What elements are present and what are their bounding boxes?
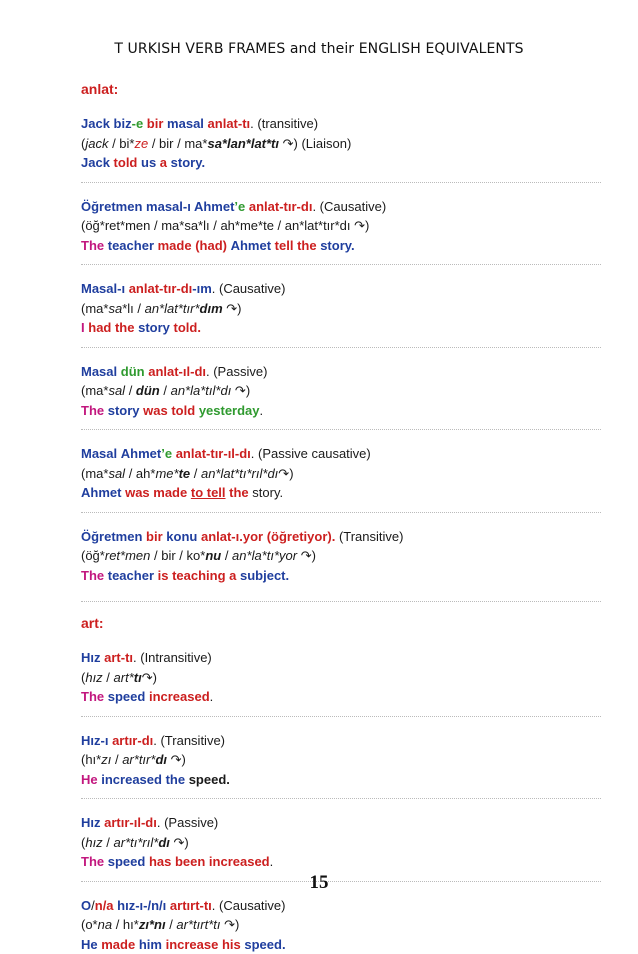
text-segment: konu bbox=[166, 529, 197, 544]
text-segment: Hız bbox=[81, 650, 101, 665]
text-segment: . (Passive causative) bbox=[251, 446, 371, 461]
text-segment: (ma* bbox=[81, 383, 108, 398]
text-segment: speed bbox=[108, 854, 146, 869]
text-segment: ar*tı*rıl* bbox=[114, 835, 159, 850]
text-segment: The bbox=[81, 238, 104, 253]
text-segment: anlat-tır-ıl-dı bbox=[176, 446, 251, 461]
verb-frame-example bbox=[81, 429, 601, 503]
pronunciation-line bbox=[81, 750, 601, 770]
text-segment: artır-ıl-dı bbox=[104, 815, 157, 830]
text-segment: an*lat*tır* bbox=[145, 301, 200, 316]
text-segment: nu bbox=[205, 548, 221, 563]
text-segment: ( bbox=[81, 136, 85, 151]
english-translation bbox=[81, 935, 601, 954]
text-segment: Ahmet bbox=[121, 446, 161, 461]
text-segment: (ma* bbox=[81, 301, 108, 316]
text-segment: Ahmet bbox=[231, 238, 271, 253]
text-segment: / bir / ma* bbox=[148, 136, 207, 151]
text-segment: ’e bbox=[234, 199, 245, 214]
text-segment: teacher bbox=[108, 568, 154, 583]
english-translation bbox=[81, 852, 601, 872]
text-segment: told. bbox=[174, 320, 201, 335]
verb-frame-example bbox=[81, 104, 601, 173]
text-segment: subject. bbox=[240, 568, 289, 583]
text-segment: us bbox=[141, 155, 156, 170]
text-segment: ret*men bbox=[105, 548, 151, 563]
turkish-sentence bbox=[81, 648, 601, 668]
text-segment: / bbox=[91, 898, 95, 913]
text-segment: -e bbox=[132, 116, 144, 131]
pronunciation-line bbox=[81, 134, 601, 154]
text-segment: was made bbox=[125, 485, 187, 500]
verb-frame-example bbox=[81, 798, 601, 872]
pronunciation-line bbox=[81, 668, 601, 688]
text-segment: ↷) (Liaison) bbox=[279, 136, 351, 151]
english-translation bbox=[81, 236, 601, 256]
pronunciation-line bbox=[81, 546, 601, 566]
text-segment: anlat-ı.yor (öğretiyor). bbox=[201, 529, 335, 544]
text-segment: (öğ* bbox=[81, 548, 105, 563]
text-segment: bir bbox=[146, 529, 163, 544]
text-segment: dım bbox=[200, 301, 223, 316]
text-segment: ↷) bbox=[297, 548, 316, 563]
english-translation bbox=[81, 770, 601, 790]
text-segment: . (Transitive) bbox=[153, 733, 225, 748]
text-segment: / bi* bbox=[108, 136, 134, 151]
text-segment: speed bbox=[108, 689, 146, 704]
text-segment: has been increased bbox=[149, 854, 270, 869]
text-segment: anlat-tı bbox=[208, 116, 251, 131]
text-segment: Öğretmen bbox=[81, 199, 142, 214]
text-segment: / bir / ko* bbox=[150, 548, 205, 563]
pronunciation-line bbox=[81, 299, 601, 319]
text-segment: made bbox=[101, 937, 135, 952]
text-segment: story bbox=[252, 485, 279, 500]
turkish-sentence bbox=[81, 731, 601, 751]
text-segment: art-tı bbox=[104, 650, 133, 665]
text-segment: / bbox=[221, 548, 232, 563]
text-segment: dün bbox=[136, 383, 160, 398]
text-segment: made (had) bbox=[158, 238, 227, 253]
verb-frame-example bbox=[81, 512, 601, 586]
text-segment: ze bbox=[134, 136, 148, 151]
text-segment: sa*lan*lat*tı bbox=[207, 136, 279, 151]
text-segment: speed. bbox=[244, 937, 285, 952]
text-segment: ↷) bbox=[278, 466, 293, 481]
text-segment: speed. bbox=[189, 772, 230, 787]
text-segment: ↷) bbox=[231, 383, 250, 398]
text-segment: (öğ*ret*men / ma*sa*lı / ah*me*te / an*lat*tır*dı ↷) bbox=[81, 218, 369, 233]
text-segment: ↷) bbox=[142, 670, 157, 685]
text-segment: I bbox=[81, 320, 85, 335]
english-translation bbox=[81, 318, 601, 338]
text-segment: zı*nı bbox=[139, 917, 166, 932]
turkish-sentence bbox=[81, 197, 601, 217]
text-segment: ↷) bbox=[170, 835, 189, 850]
text-segment: / bbox=[160, 383, 171, 398]
text-segment: / bbox=[190, 466, 201, 481]
text-segment: sal bbox=[108, 383, 125, 398]
turkish-sentence bbox=[81, 362, 601, 382]
text-segment: ar*tırt*tı bbox=[176, 917, 220, 932]
text-segment: the bbox=[229, 485, 249, 500]
text-segment: teacher bbox=[108, 238, 154, 253]
turkish-sentence bbox=[81, 527, 601, 547]
verb-frame-example bbox=[81, 716, 601, 790]
pronunciation-line bbox=[81, 833, 601, 853]
text-segment: tell the bbox=[275, 238, 317, 253]
text-segment: . bbox=[270, 854, 274, 869]
text-segment: . (Passive) bbox=[206, 364, 267, 379]
text-segment: Masal bbox=[81, 364, 117, 379]
text-segment: . bbox=[210, 689, 214, 704]
pronunciation-line bbox=[81, 381, 601, 401]
text-segment: artırt-tı bbox=[170, 898, 212, 913]
text-segment: story. bbox=[171, 155, 205, 170]
text-segment: (o* bbox=[81, 917, 98, 932]
verb-frame-example bbox=[81, 638, 601, 707]
pronunciation-line bbox=[81, 464, 601, 484]
text-segment: a bbox=[160, 155, 167, 170]
text-segment: Masal bbox=[81, 446, 117, 461]
text-segment: The bbox=[81, 689, 104, 704]
text-segment: (hı* bbox=[81, 752, 101, 767]
turkish-sentence bbox=[81, 896, 601, 916]
text-segment: to tell bbox=[191, 485, 226, 500]
text-segment: zı bbox=[101, 752, 111, 767]
text-segment: hız-ı-/n/ı bbox=[117, 898, 166, 913]
text-segment: story bbox=[108, 403, 140, 418]
text-segment: story bbox=[138, 320, 170, 335]
text-segment: sal bbox=[108, 466, 125, 481]
text-segment: biz bbox=[114, 116, 132, 131]
text-segment: an*la*tı*yor bbox=[232, 548, 297, 563]
english-translation bbox=[81, 153, 601, 173]
english-translation bbox=[81, 566, 601, 586]
text-segment: anlat-ıl-dı bbox=[148, 364, 206, 379]
text-segment: sa bbox=[108, 301, 122, 316]
text-segment: ( bbox=[81, 835, 85, 850]
text-segment: The bbox=[81, 403, 104, 418]
text-segment: ar*tır* bbox=[122, 752, 155, 767]
text-segment: ( bbox=[81, 670, 85, 685]
text-segment: . (Causative) bbox=[212, 898, 286, 913]
english-translation bbox=[81, 687, 601, 707]
verb-frame-example bbox=[81, 182, 601, 256]
verb-frames-content bbox=[81, 80, 601, 954]
text-segment: . (Intransitive) bbox=[133, 650, 212, 665]
text-segment: . bbox=[280, 485, 284, 500]
text-segment: told bbox=[114, 155, 138, 170]
text-segment: / ah* bbox=[125, 466, 155, 481]
text-segment: increase his bbox=[166, 937, 241, 952]
text-segment: The bbox=[81, 568, 104, 583]
section-title: anlat: bbox=[81, 80, 601, 98]
text-segment: / bbox=[166, 917, 177, 932]
text-segment: . (Passive) bbox=[157, 815, 218, 830]
text-segment: anlat-tır-dı bbox=[249, 199, 313, 214]
text-segment: masal bbox=[167, 116, 204, 131]
pronunciation-line bbox=[81, 915, 601, 935]
text-segment: an*la*tıl*dı bbox=[171, 383, 232, 398]
english-translation bbox=[81, 401, 601, 421]
text-segment: had the bbox=[88, 320, 134, 335]
text-segment: him bbox=[139, 937, 162, 952]
text-segment: Jack bbox=[81, 116, 110, 131]
text-segment: hız bbox=[85, 835, 102, 850]
text-segment: ↷) bbox=[167, 752, 186, 767]
turkish-sentence bbox=[81, 444, 601, 464]
text-segment: jack bbox=[85, 136, 108, 151]
text-segment: . (Causative) bbox=[212, 281, 286, 296]
text-segment: increased bbox=[149, 689, 210, 704]
text-segment: increased the bbox=[101, 772, 185, 787]
page-number: 15 bbox=[0, 872, 638, 894]
text-segment: . bbox=[260, 403, 264, 418]
text-segment: ’e bbox=[161, 446, 172, 461]
turkish-sentence bbox=[81, 813, 601, 833]
text-segment: Jack bbox=[81, 155, 110, 170]
text-segment: yesterday bbox=[199, 403, 260, 418]
text-segment: hız bbox=[85, 670, 102, 685]
text-segment: Ahmet bbox=[81, 485, 121, 500]
text-segment: (ma* bbox=[81, 466, 108, 481]
verb-frame-example bbox=[81, 347, 601, 421]
text-segment: dı bbox=[155, 752, 167, 767]
verb-frame-example bbox=[81, 264, 601, 338]
text-segment: ↷) bbox=[221, 917, 240, 932]
text-segment: anlat-tır-dı bbox=[129, 281, 193, 296]
text-segment: He bbox=[81, 772, 98, 787]
text-segment: me* bbox=[155, 466, 178, 481]
text-segment: artır-dı bbox=[112, 733, 153, 748]
text-segment: bir bbox=[147, 116, 164, 131]
text-segment: was told bbox=[143, 403, 195, 418]
text-segment: *lı / bbox=[122, 301, 144, 316]
text-segment: art* bbox=[114, 670, 134, 685]
text-segment: Öğretmen bbox=[81, 529, 142, 544]
page-header: T URKISH VERB FRAMES and their ENGLISH EQUIVALENTS bbox=[0, 41, 638, 57]
english-translation bbox=[81, 483, 601, 503]
turkish-sentence bbox=[81, 114, 601, 134]
text-segment: The bbox=[81, 854, 104, 869]
text-segment: (Transitive) bbox=[335, 529, 403, 544]
text-segment: na bbox=[98, 917, 112, 932]
text-segment: / bbox=[125, 383, 136, 398]
text-segment: n/a bbox=[95, 898, 114, 913]
text-segment: / bbox=[103, 835, 114, 850]
text-segment: tı bbox=[134, 670, 142, 685]
text-segment: He bbox=[81, 937, 98, 952]
text-segment: te bbox=[179, 466, 191, 481]
text-segment: Hız-ı bbox=[81, 733, 108, 748]
text-segment: dün bbox=[121, 364, 145, 379]
text-segment: an*lat*tı*rıl*dı bbox=[201, 466, 278, 481]
text-segment: O bbox=[81, 898, 91, 913]
section-title: art: bbox=[81, 601, 601, 632]
text-segment: / bbox=[103, 670, 114, 685]
text-segment: -ım bbox=[192, 281, 212, 296]
text-segment: Masal-ı bbox=[81, 281, 125, 296]
pronunciation-line bbox=[81, 216, 601, 236]
text-segment: / hı* bbox=[112, 917, 139, 932]
text-segment: / bbox=[111, 752, 122, 767]
turkish-sentence bbox=[81, 279, 601, 299]
text-segment: story. bbox=[320, 238, 354, 253]
text-segment: Hız bbox=[81, 815, 101, 830]
text-segment: . (transitive) bbox=[250, 116, 318, 131]
text-segment: masal-ı Ahmet bbox=[146, 199, 234, 214]
text-segment: dı bbox=[158, 835, 170, 850]
text-segment: . (Causative) bbox=[312, 199, 386, 214]
text-segment: is teaching a bbox=[158, 568, 237, 583]
text-segment: ↷) bbox=[223, 301, 242, 316]
